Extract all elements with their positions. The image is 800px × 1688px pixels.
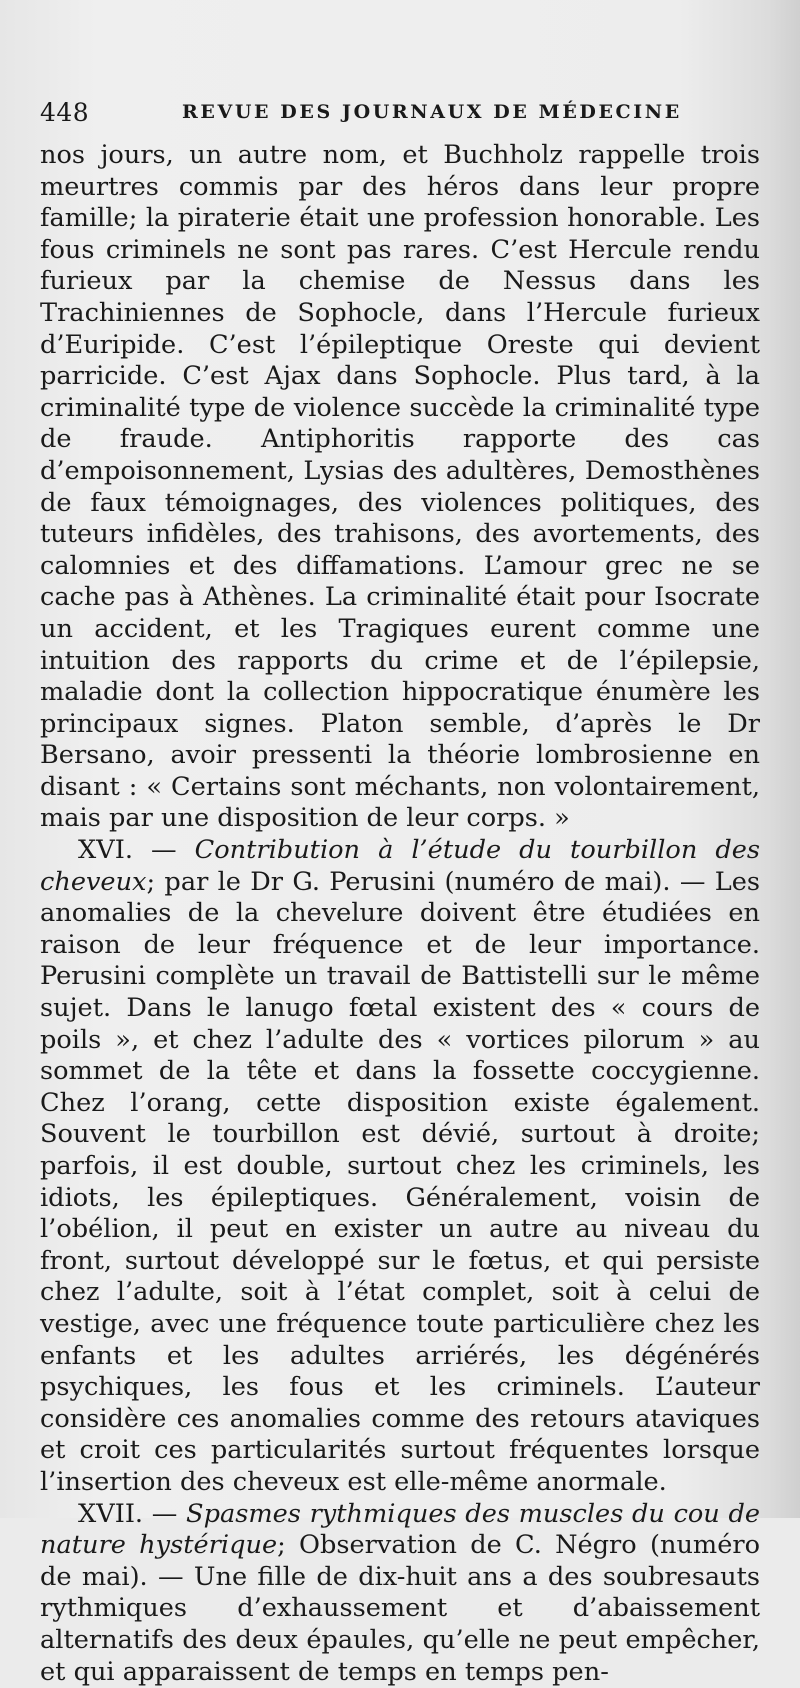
section-text: ; Observation de C. Négro (numéro de mai). — Une fille de dix-huit ans a des soubresauts rythmiques d’exhaussement et d’abaissement alternatifs des deux épaules, qu’elle ne peut empêcher, et qui apparaissent de temps en temps pen- <box>40 1530 760 1687</box>
paragraph-continuation <box>40 140 760 835</box>
section-xvi <box>40 835 760 1498</box>
section-title: Spasmes rythmiques des muscles du cou de nature hystérique <box>40 1498 760 1561</box>
section-xvii <box>40 1499 760 1688</box>
running-title: REVUE DES JOURNAUX DE MÉDECINE <box>182 101 682 123</box>
section-number: XVI. — <box>78 835 177 866</box>
page-header <box>40 98 760 132</box>
section-text: ; par le Dr G. Perusini (numéro de mai). — Les anomalies de la chevelure doivent être étudiées en raison de leur fréquence et de leur importance. Perusini complète un travail de Battistelli sur le même sujet. Dans le lanugo fœtal existent des « cours de poils », et chez l’adulte des « vortices pilorum » au sommet de la tête et dans la fossette coccygienne. Chez l’orang, cette disposition existe également. Souvent le tourbillon est dévié, surtout à droite; parfois, il est double, surtout chez les criminels, les idiots, les épileptiques. Généralement, voisin de l’obélion, il peut en exister un autre au niveau du front, surtout développé sur le fœtus, et qui persiste chez l’adulte, soit à l’état complet, soit à celui de vestige, avec une fréquence toute particulière chez les enfants et les adultes arriérés, les dégénérés psychiques, les fous et les criminels. L’auteur considère ces anomalies comme des retours ataviques et croit ces particularités surtout fréquentes lorsque l’insertion des cheveux est elle-même anormale. <box>40 866 760 1497</box>
article-body <box>40 140 760 1688</box>
paragraph-text: nos jours, un autre nom, et Buchholz rappelle trois meurtres commis par des héros dans leur propre famille; la piraterie était une profession honorable. Les fous criminels ne sont pas rares. C’est Hercule rendu furieux par la chemise de Nessus dans les Trachiniennes de Sophocle, dans l’Hercule furieux d’Euripide. C’est l’épileptique Oreste qui devient parricide. C’est Ajax dans Sophocle. Plus tard, à la criminalité type de violence succède la criminalité type de fraude. Antiphoritis rapporte des cas d’empoisonnement, Lysias des adultères, Demosthènes de faux témoignages, des violences politiques, des tuteurs infidèles, des trahisons, des avortements, des calomnies et des diffamations. L’amour grec ne se cache pas à Athènes. La criminalité était pour Isocrate un accident, et les Tragiques eurent comme une intuition des rapports du crime et de l’épilepsie, maladie dont la collection hippocratique énumère les principaux signes. Platon semble, d’après le Dr Bersano, avoir pressenti la théorie lombrosienne en disant : « Certains sont méchants, non volontairement, mais par une disposition de leur corps. » <box>40 140 760 834</box>
section-number: XVII. — <box>78 1498 178 1529</box>
section-title: Contribution à l’étude du tourbillon des cheveux <box>40 835 760 897</box>
page-number: 448 <box>40 98 90 127</box>
